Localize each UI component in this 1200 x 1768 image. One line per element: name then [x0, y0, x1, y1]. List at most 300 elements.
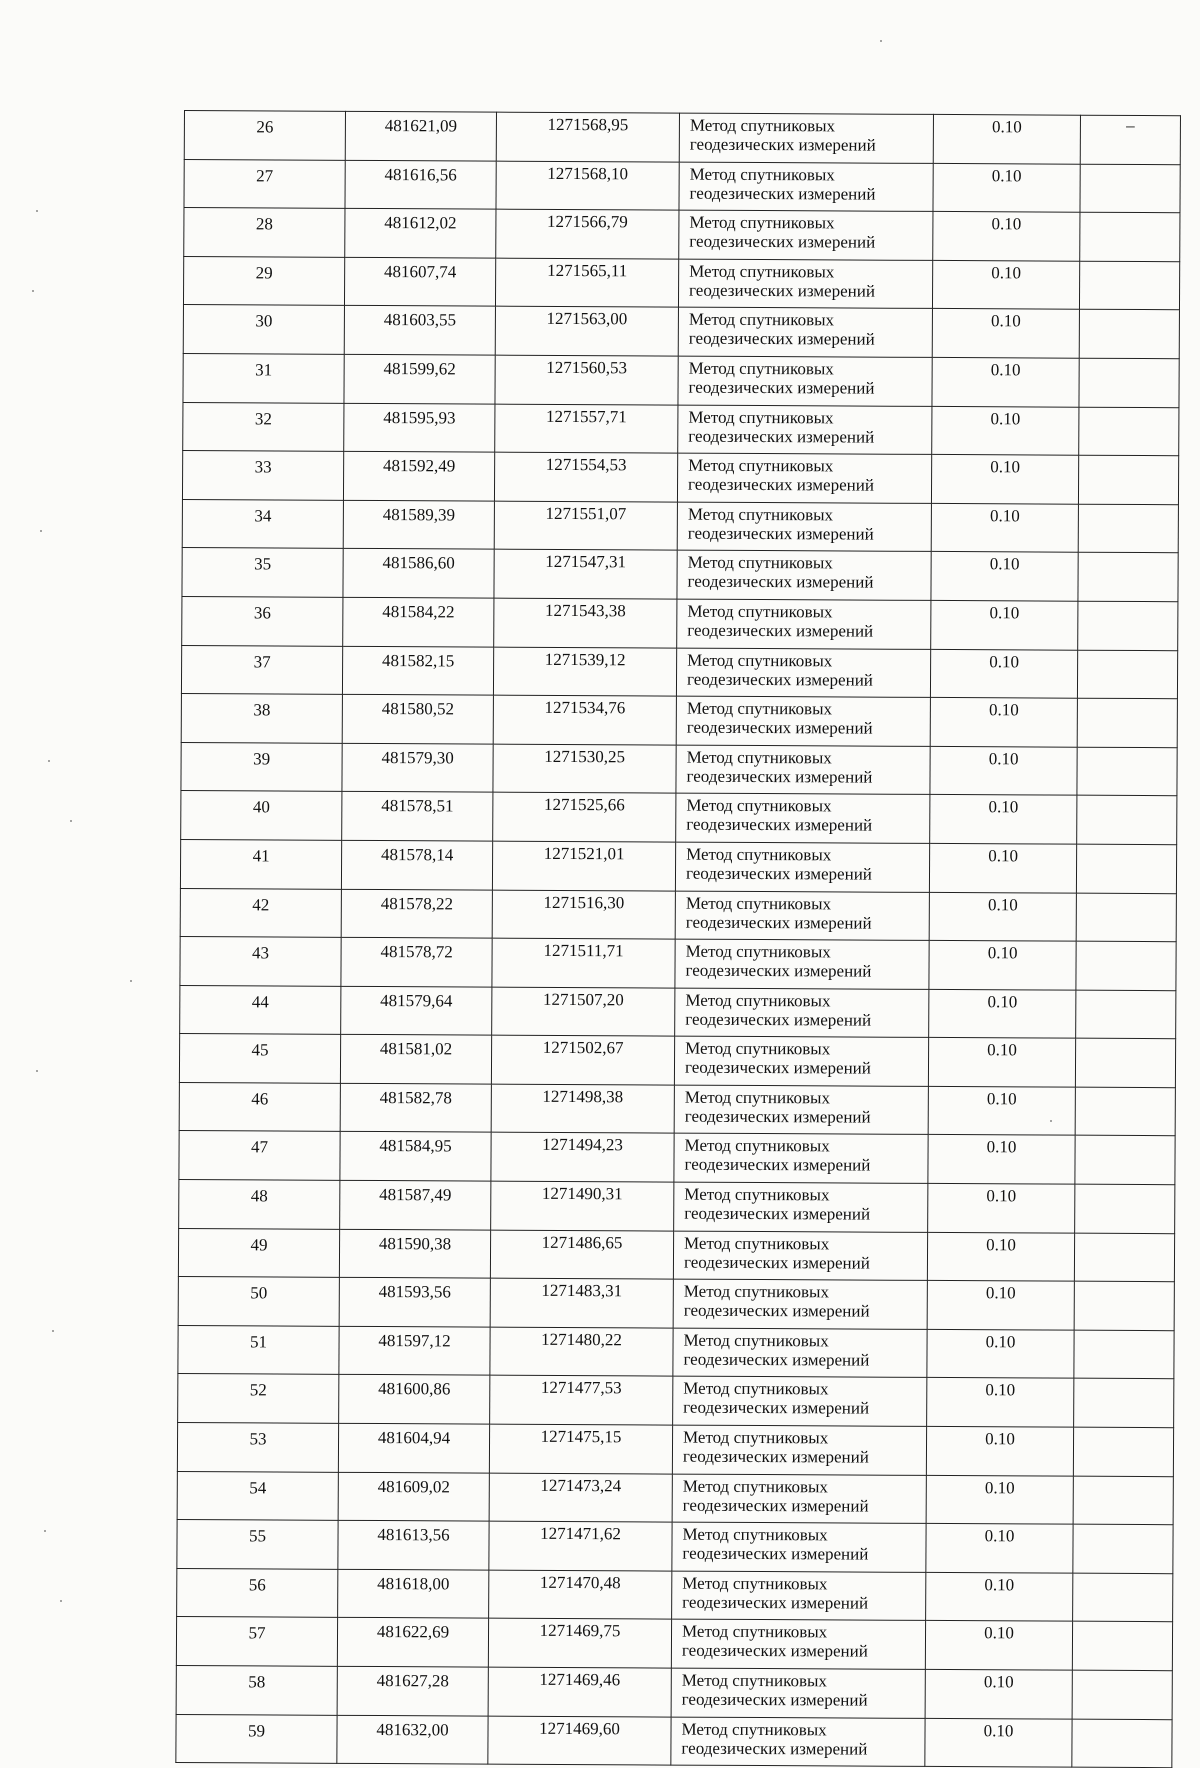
method-line-2: геодезических измерений [687, 474, 875, 495]
method-line-1: Метод спутниковых [687, 650, 833, 670]
point-number-cell: 26 [184, 111, 345, 160]
method-line-1: Метод спутниковых [684, 1233, 830, 1254]
method-line-2: геодезических измерений [689, 231, 876, 252]
method-line-1: Метод спутниковых [681, 1622, 828, 1642]
method-line-1: Метод спутниковых [688, 358, 834, 379]
point-number-cell: 45 [179, 1034, 340, 1083]
method-cell [676, 793, 930, 843]
method-line-2: геодезических измерений [686, 766, 873, 787]
y-coordinate-cell: 1271566,79 [496, 209, 679, 259]
extra-cell [1077, 747, 1177, 796]
point-number-cell: 41 [180, 839, 341, 888]
method-cell [675, 891, 929, 941]
accuracy-cell: 0.10 [932, 260, 1079, 309]
y-coordinate-cell: 1271511,71 [492, 938, 675, 988]
method-cell [677, 599, 931, 649]
method-cell [674, 1036, 928, 1086]
x-coordinate-cell: 481582,78 [340, 1083, 491, 1132]
extra-cell [1077, 698, 1177, 747]
y-coordinate-cell: 1271525,66 [493, 792, 676, 842]
extra-cell [1072, 1622, 1172, 1671]
scan-speck [36, 1070, 38, 1072]
method-line-2: геодезических измерений [689, 134, 876, 155]
method-line-2: геодезических измерений [681, 1689, 868, 1710]
accuracy-cell: 0.10 [932, 406, 1079, 455]
table-row [183, 353, 1179, 407]
accuracy-cell: 0.10 [930, 698, 1077, 747]
accuracy-cell: 0.10 [933, 212, 1080, 261]
table-row [181, 645, 1177, 699]
method-cell [673, 1279, 927, 1329]
accuracy-cell: 0.10 [927, 1281, 1074, 1330]
accuracy-cell: 0.10 [930, 649, 1077, 698]
extra-cell [1078, 553, 1178, 602]
x-coordinate-cell: 481613,56 [338, 1521, 489, 1570]
table-row [181, 694, 1177, 748]
extra-cell [1076, 941, 1176, 990]
method-cell [679, 210, 933, 260]
accuracy-cell: 0.10 [925, 1718, 1072, 1767]
x-coordinate-cell: 481578,72 [341, 937, 492, 986]
method-line-1: Метод спутниковых [681, 1670, 828, 1691]
method-cell [676, 696, 930, 746]
method-cell [674, 1182, 928, 1232]
extra-cell [1075, 1184, 1175, 1233]
x-coordinate-cell: 481581,02 [340, 1035, 491, 1084]
table-row [179, 1034, 1175, 1088]
method-line-1: Метод спутниковых [684, 1184, 830, 1205]
scan-speck [48, 760, 50, 762]
point-number-cell: 53 [177, 1423, 338, 1472]
point-number-cell: 36 [182, 596, 343, 645]
method-cell [679, 113, 933, 163]
method-line-1: Метод спутниковых [689, 164, 835, 185]
method-line-1: Метод спутниковых [689, 115, 836, 136]
table-row [182, 451, 1178, 505]
table-row [176, 1617, 1172, 1671]
extra-cell [1072, 1670, 1172, 1719]
y-coordinate-cell: 1271547,31 [494, 549, 677, 599]
extra-cell [1077, 650, 1177, 699]
method-cell [671, 1668, 925, 1718]
method-cell [674, 1085, 928, 1135]
method-cell [678, 259, 932, 309]
method-line-2: геодезических измерений [682, 1543, 869, 1564]
method-cell [677, 453, 931, 503]
extra-cell [1074, 1281, 1174, 1330]
coordinates-table-body [176, 111, 1181, 1768]
point-number-cell: 28 [184, 208, 345, 257]
table-row [181, 791, 1177, 845]
accuracy-cell: 0.10 [928, 1183, 1075, 1232]
method-cell [675, 939, 929, 989]
x-coordinate-cell: 481590,38 [339, 1229, 490, 1278]
accuracy-cell: 0.10 [929, 892, 1076, 941]
method-line-2: геодезических измерений [688, 426, 875, 447]
extra-cell [1076, 893, 1176, 942]
method-line-2: геодезических измерений [683, 1349, 870, 1370]
y-coordinate-cell: 1271475,15 [489, 1424, 672, 1474]
y-coordinate-cell: 1271516,30 [492, 890, 675, 940]
point-number-cell: 40 [181, 791, 342, 840]
y-coordinate-cell: 1271534,76 [493, 695, 676, 745]
method-line-1: Метод спутниковых [687, 601, 833, 622]
table-row [178, 1277, 1174, 1331]
y-coordinate-cell: 1271557,71 [495, 404, 678, 454]
method-line-2: геодезических измерений [688, 329, 875, 349]
method-cell [675, 842, 929, 892]
table-row [182, 499, 1178, 553]
extra-cell [1074, 1330, 1174, 1379]
x-coordinate-cell: 481579,64 [341, 986, 492, 1035]
y-coordinate-cell: 1271502,67 [491, 1035, 674, 1085]
extra-cell [1078, 504, 1178, 553]
table-row [182, 548, 1178, 602]
table-row [180, 985, 1176, 1039]
point-number-cell: 38 [181, 694, 342, 743]
table-row [184, 111, 1180, 165]
method-line-1: Метод спутниковых [688, 455, 834, 476]
accuracy-cell: 0.10 [928, 1135, 1075, 1184]
method-line-2: геодезических измерений [689, 183, 876, 204]
table-row [177, 1568, 1173, 1622]
method-line-1: Метод спутниковых [685, 941, 831, 962]
method-line-1: Метод спутниковых [682, 1524, 828, 1545]
y-coordinate-cell: 1271469,46 [488, 1667, 671, 1717]
method-line-2: геодезических измерений [687, 571, 874, 592]
method-cell [678, 405, 932, 455]
method-line-1: Метод спутниковых [683, 1427, 829, 1448]
accuracy-cell: 0.10 [931, 503, 1078, 552]
point-number-cell: 55 [177, 1520, 338, 1569]
table-row [182, 596, 1178, 650]
table-row [180, 839, 1176, 893]
extra-cell [1073, 1476, 1173, 1525]
x-coordinate-cell: 481600,86 [339, 1375, 490, 1424]
accuracy-cell: 0.10 [926, 1524, 1073, 1573]
point-number-cell: 35 [182, 548, 343, 597]
method-line-1: Метод спутниковых [683, 1281, 830, 1302]
y-coordinate-cell: 1271471,62 [489, 1521, 672, 1571]
method-cell [671, 1717, 925, 1767]
method-line-1: Метод спутниковых [684, 1087, 831, 1108]
y-coordinate-cell: 1271473,24 [489, 1473, 672, 1523]
accuracy-cell: 0.10 [926, 1475, 1073, 1524]
point-number-cell: 52 [178, 1374, 339, 1423]
x-coordinate-cell: 481597,12 [339, 1326, 490, 1375]
method-cell [673, 1231, 927, 1281]
x-coordinate-cell: 481578,14 [341, 840, 492, 889]
accuracy-cell: 0.10 [925, 1621, 1072, 1670]
x-coordinate-cell: 481592,49 [343, 451, 494, 500]
accuracy-cell: 0.10 [931, 455, 1078, 504]
x-coordinate-cell: 481604,94 [338, 1423, 489, 1472]
x-coordinate-cell: 481584,22 [343, 597, 494, 646]
point-number-cell: 59 [176, 1714, 337, 1763]
x-coordinate-cell: 481580,52 [342, 694, 493, 743]
method-line-2: геодезических измерений [685, 1009, 872, 1030]
point-number-cell: 48 [179, 1180, 340, 1229]
y-coordinate-cell: 1271568,10 [496, 161, 679, 211]
method-line-2: геодезических измерений [684, 1057, 871, 1078]
scan-speck [44, 1530, 46, 1532]
extra-cell [1074, 1379, 1174, 1428]
method-cell [672, 1522, 926, 1572]
method-line-2: геодезических измерений [683, 1398, 870, 1419]
y-coordinate-cell: 1271469,75 [488, 1619, 671, 1669]
method-line-2: геодезических измерений [689, 280, 876, 301]
method-line-2: геодезических измерений [681, 1738, 868, 1759]
x-coordinate-cell: 481627,28 [337, 1666, 488, 1715]
method-line-2: геодезических измерений [685, 863, 872, 884]
extra-cell [1078, 601, 1178, 650]
method-line-2: геодезических измерений [684, 1106, 871, 1127]
y-coordinate-cell: 1271469,60 [488, 1716, 671, 1766]
x-coordinate-cell: 481618,00 [338, 1569, 489, 1618]
table-row [180, 937, 1176, 991]
method-line-1: Метод спутниковых [685, 1038, 831, 1059]
method-cell [676, 648, 930, 698]
x-coordinate-cell: 481609,02 [338, 1472, 489, 1521]
extra-cell [1075, 1038, 1175, 1087]
extra-cell [1075, 1087, 1175, 1136]
method-line-1: Метод спутниковых [685, 893, 832, 913]
point-number-cell: 50 [178, 1277, 339, 1326]
scan-speck [880, 40, 882, 42]
method-line-1: Метод спутниковых [686, 844, 832, 865]
method-line-1: Метод спутниковых [688, 407, 834, 427]
x-coordinate-cell: 481589,39 [343, 500, 494, 549]
y-coordinate-cell: 1271477,53 [490, 1376, 673, 1426]
extra-cell [1073, 1524, 1173, 1573]
method-line-2: геодезических измерений [686, 814, 873, 835]
accuracy-cell: 0.10 [927, 1329, 1074, 1378]
extra-cell [1077, 795, 1177, 844]
extra-cell [1079, 310, 1179, 359]
method-line-1: Метод спутниковых [682, 1476, 829, 1497]
accuracy-cell: 0.10 [931, 600, 1078, 649]
extra-cell [1075, 1136, 1175, 1185]
accuracy-cell: 0.10 [933, 114, 1080, 163]
method-line-2: геодезических измерений [688, 377, 875, 398]
point-number-cell: 57 [176, 1617, 337, 1666]
method-cell [672, 1571, 926, 1621]
point-number-cell: 43 [180, 937, 341, 986]
y-coordinate-cell: 1271530,25 [493, 744, 676, 794]
extra-cell [1073, 1427, 1173, 1476]
method-cell [674, 1134, 928, 1184]
accuracy-cell: 0.10 [929, 843, 1076, 892]
extra-cell [1080, 164, 1180, 213]
extra-cell [1078, 455, 1178, 504]
point-number-cell: 46 [179, 1082, 340, 1131]
point-number-cell: 47 [179, 1131, 340, 1180]
x-coordinate-cell: 481587,49 [340, 1180, 491, 1229]
method-line-2: геодезических измерений [685, 912, 872, 933]
extra-cell [1079, 407, 1179, 456]
method-line-2: геодезических измерений [685, 960, 872, 981]
x-coordinate-cell: 481578,51 [342, 792, 493, 841]
scan-speck [60, 1600, 62, 1602]
accuracy-cell: 0.10 [929, 989, 1076, 1038]
table-row [184, 159, 1180, 213]
method-cell [678, 307, 932, 357]
point-number-cell: 54 [177, 1471, 338, 1520]
y-coordinate-cell: 1271490,31 [491, 1181, 674, 1231]
y-coordinate-cell: 1271565,11 [495, 258, 678, 308]
y-coordinate-cell: 1271507,20 [492, 987, 675, 1037]
y-coordinate-cell: 1271539,12 [493, 647, 676, 697]
y-coordinate-cell: 1271483,31 [490, 1278, 673, 1328]
scan-speck [70, 820, 72, 822]
point-number-cell: 56 [177, 1568, 338, 1617]
method-cell [679, 162, 933, 212]
table-row [178, 1374, 1174, 1428]
point-number-cell: 49 [178, 1228, 339, 1277]
table-row [179, 1131, 1175, 1185]
extra-cell [1076, 990, 1176, 1039]
method-line-1: Метод спутниковых [687, 552, 833, 573]
scan-speck [1050, 1120, 1052, 1122]
y-coordinate-cell: 1271494,23 [491, 1133, 674, 1183]
x-coordinate-cell: 481612,02 [345, 209, 496, 258]
accuracy-cell: 0.10 [930, 795, 1077, 844]
point-number-cell: 30 [183, 305, 344, 354]
y-coordinate-cell: 1271551,07 [494, 501, 677, 551]
method-line-2: геодезических измерений [686, 717, 873, 738]
method-line-2: геодезических измерений [683, 1252, 870, 1273]
method-line-1: Метод спутниковых [686, 795, 832, 816]
method-cell [672, 1474, 926, 1524]
table-row [179, 1082, 1175, 1136]
table-row [176, 1714, 1172, 1768]
accuracy-cell: 0.10 [928, 1038, 1075, 1087]
method-cell [675, 988, 929, 1038]
y-coordinate-cell: 1271568,95 [496, 112, 679, 162]
point-number-cell: 39 [181, 742, 342, 791]
scan-speck [40, 530, 42, 532]
method-cell [673, 1377, 927, 1427]
x-coordinate-cell: 481593,56 [339, 1278, 490, 1327]
point-number-cell: 31 [183, 353, 344, 402]
accuracy-cell: 0.10 [926, 1572, 1073, 1621]
table-row [177, 1520, 1173, 1574]
point-number-cell: 42 [180, 888, 341, 937]
accuracy-cell: 0.10 [927, 1232, 1074, 1281]
method-line-1: Метод спутниковых [683, 1379, 829, 1399]
accuracy-cell: 0.10 [927, 1378, 1074, 1427]
scan-speck [130, 980, 132, 982]
extra-cell [1079, 358, 1179, 407]
accuracy-cell: 0.10 [925, 1669, 1072, 1718]
method-line-1: Метод спутниковых [686, 698, 833, 719]
method-line-2: геодезических измерений [683, 1300, 870, 1321]
point-number-cell: 27 [184, 159, 345, 208]
x-coordinate-cell: 481621,09 [345, 111, 496, 160]
method-line-1: Метод спутниковых [686, 747, 832, 768]
coordinates-table [175, 110, 1181, 1768]
method-line-1: Метод спутниковых [689, 212, 835, 233]
x-coordinate-cell: 481603,55 [344, 306, 495, 355]
extra-cell [1073, 1573, 1173, 1622]
point-number-cell: 34 [182, 499, 343, 548]
table-row [178, 1228, 1174, 1282]
table-row [177, 1423, 1173, 1477]
table-row [181, 742, 1177, 796]
scan-speck [32, 290, 34, 292]
method-line-2: геодезических измерений [681, 1641, 868, 1662]
y-coordinate-cell: 1271521,01 [492, 841, 675, 891]
x-coordinate-cell: 481599,62 [344, 354, 495, 403]
accuracy-cell: 0.10 [931, 552, 1078, 601]
method-line-1: Метод спутниковых [685, 990, 831, 1011]
scan-speck [52, 1330, 54, 1332]
x-coordinate-cell: 481584,95 [340, 1132, 491, 1181]
method-cell [671, 1619, 925, 1669]
point-number-cell: 37 [181, 645, 342, 694]
y-coordinate-cell: 1271470,48 [489, 1570, 672, 1620]
method-line-2: геодезических измерений [682, 1592, 869, 1613]
method-cell [676, 745, 930, 795]
method-line-1: Метод спутниковых [684, 1136, 830, 1156]
method-line-2: геодезических измерений [684, 1155, 871, 1176]
method-line-2: геодезических измерений [687, 523, 874, 544]
extra-cell [1079, 261, 1179, 310]
accuracy-cell: 0.10 [933, 163, 1080, 212]
table-row [183, 402, 1179, 456]
y-coordinate-cell: 1271563,00 [495, 307, 678, 357]
method-cell [672, 1425, 926, 1475]
method-line-1: Метод спутниковых [683, 1330, 829, 1351]
method-line-2: геодезических измерений [684, 1203, 871, 1224]
point-number-cell: 51 [178, 1325, 339, 1374]
point-number-cell: 33 [182, 451, 343, 500]
accuracy-cell: 0.10 [932, 357, 1079, 406]
table-row [180, 888, 1176, 942]
method-line-1: Метод спутниковых [688, 310, 835, 330]
x-coordinate-cell: 481595,93 [344, 403, 495, 452]
method-cell [673, 1328, 927, 1378]
extra-cell [1074, 1233, 1174, 1282]
method-line-2: геодезических измерений [686, 669, 873, 690]
x-coordinate-cell: 481579,30 [342, 743, 493, 792]
y-coordinate-cell: 1271498,38 [491, 1084, 674, 1134]
point-number-cell: 32 [183, 402, 344, 451]
table-row [177, 1471, 1173, 1525]
y-coordinate-cell: 1271486,65 [490, 1230, 673, 1280]
y-coordinate-cell: 1271543,38 [494, 598, 677, 648]
method-cell [677, 550, 931, 600]
x-coordinate-cell: 481582,15 [342, 646, 493, 695]
extra-cell [1080, 212, 1180, 261]
x-coordinate-cell: 481622,69 [337, 1618, 488, 1667]
x-coordinate-cell: 481616,56 [345, 160, 496, 209]
table-row [184, 208, 1180, 262]
y-coordinate-cell: 1271554,53 [494, 452, 677, 502]
x-coordinate-cell: 481578,22 [341, 889, 492, 938]
method-line-2: геодезических измерений [682, 1446, 869, 1467]
accuracy-cell: 0.10 [928, 1086, 1075, 1135]
extra-cell [1076, 844, 1176, 893]
table-row [179, 1180, 1175, 1234]
table-row [178, 1325, 1174, 1379]
accuracy-cell: 0.10 [930, 746, 1077, 795]
accuracy-cell: 0.10 [926, 1426, 1073, 1475]
point-number-cell: 58 [176, 1665, 337, 1714]
table-row [183, 305, 1179, 359]
extra-cell [1072, 1719, 1172, 1768]
method-line-1: Метод спутниковых [687, 504, 834, 525]
